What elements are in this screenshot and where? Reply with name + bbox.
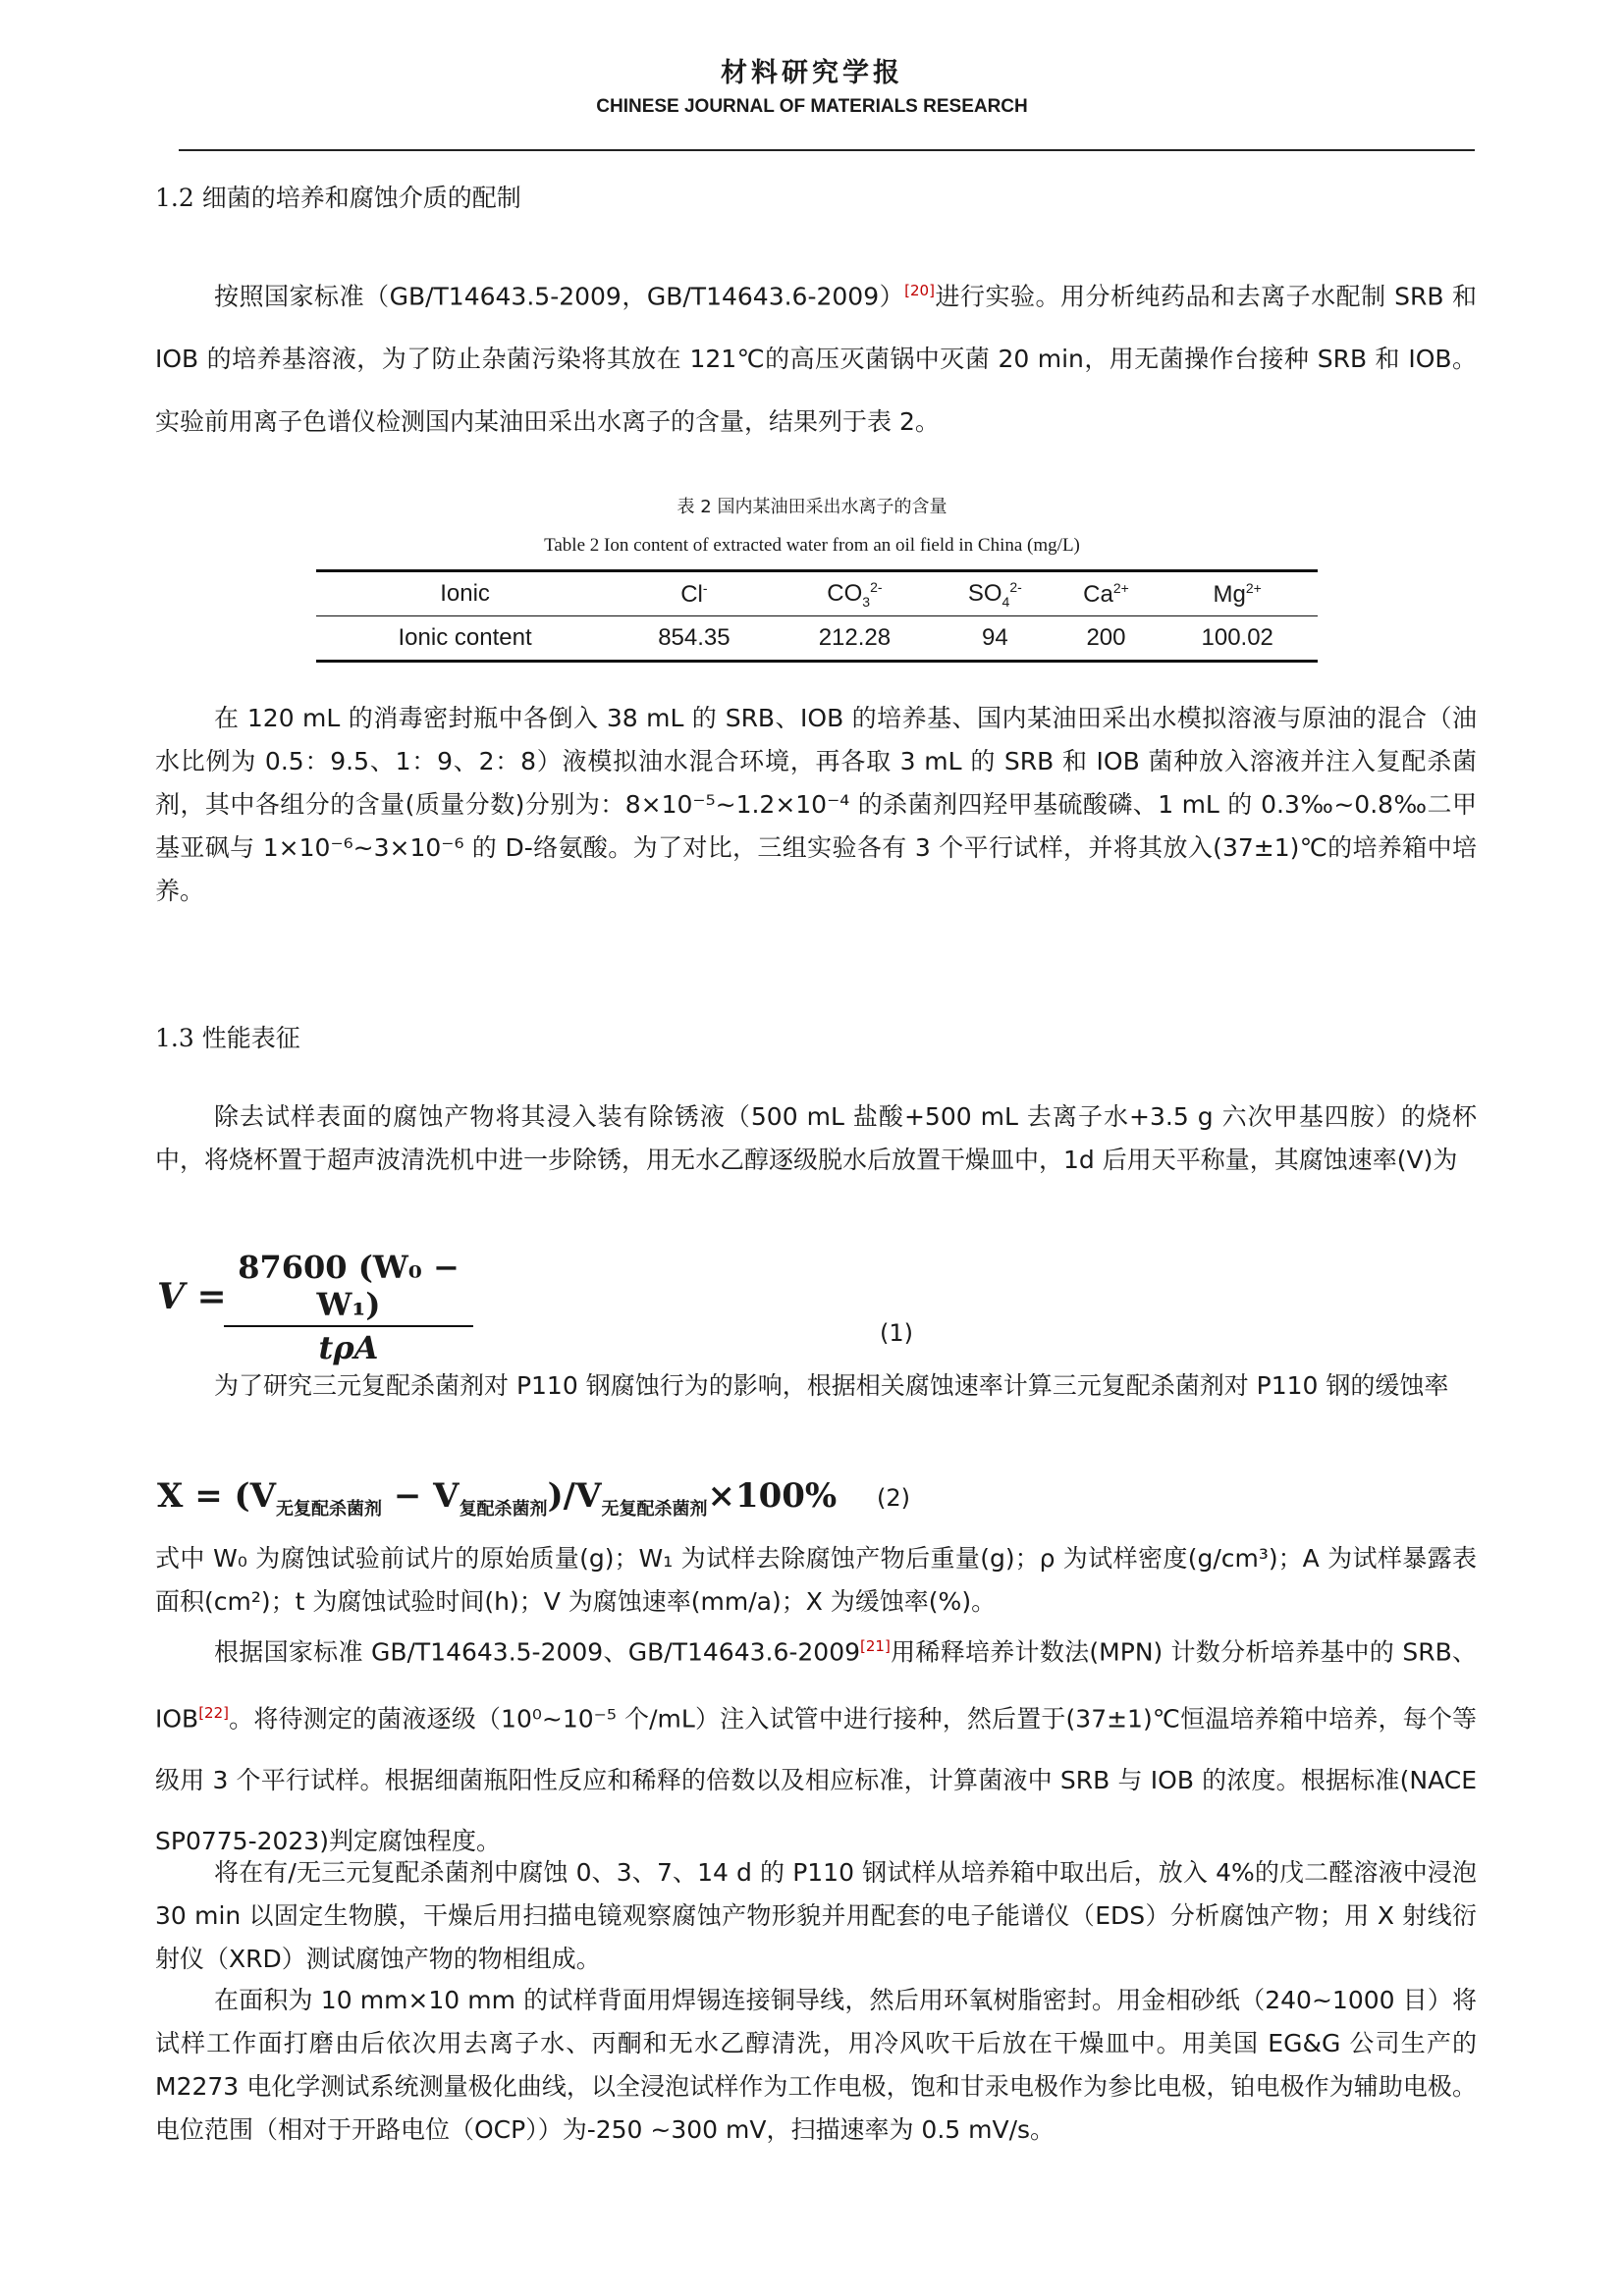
equation-1-numerator: 87600 (W₀ − W₁)	[224, 1249, 473, 1327]
ion-content-table	[316, 569, 1318, 663]
paragraph-symbols: 式中 W₀ 为腐蚀试验前试片的原始质量(g)；W₁ 为试样去除腐蚀产物后重量(g)；ρ 为试样密度(g/cm³)；A 为试样暴露表面积(cm²)；t 为腐蚀试验时间(h)；V 为腐蚀速率(mm/a)；X 为缓蚀率(%)。	[155, 1544, 1477, 1616]
paragraph-sem: 将在有/无三元复配杀菌剂中腐蚀 0、3、7、14 d 的 P110 钢试样从培养箱中取出后，放入 4%的戊二醛溶液中浸泡 30 min 以固定生物膜，干燥后用扫描电镜观察腐蚀产物形貌并用配套的电子能谱仪（EDS）分析腐蚀产物；用 X 射线衍射仪（XRD）测试腐蚀产物的物相组成。	[155, 1858, 1477, 1973]
section-heading-1-2: 1.2 细菌的培养和腐蚀介质的配制	[155, 184, 521, 212]
table-row	[316, 616, 1318, 662]
table-header-ionic: Ionic	[440, 580, 490, 607]
paragraph-culture	[155, 259, 1477, 454]
equation-1-lhs: V =	[157, 1276, 227, 1317]
section-heading-1-3: 1.3 性能表征	[155, 1024, 300, 1052]
paragraph-corrosion-rate: 除去试样表面的腐蚀产物将其浸入装有除锈液（500 mL 盐酸+500 mL 去离子水+3.5 g 六次甲基四胺）的烧杯中，将烧杯置于超声波清洗机中进一步除锈，用无水乙醇逐级脱水后放置干燥皿中，1d 后用天平称量，其腐蚀速率(V)为	[155, 1102, 1477, 1174]
equation-1-denominator: tρA	[318, 1329, 379, 1366]
table-cell-value: 100.02	[1201, 624, 1273, 651]
table-cell-value: 200	[1086, 624, 1126, 651]
table-header-row	[316, 571, 1318, 616]
table-caption-cn: 表 2 国内某油田采出水离子的含量	[677, 497, 947, 517]
table-header-ion: $CO_3^{2-}$	[827, 578, 883, 610]
citation-22[interactable]: [22]	[198, 1704, 229, 1723]
table-cell-value: 854.35	[658, 624, 731, 651]
equation-1-number: (1)	[880, 1319, 913, 1347]
equation-2-number: (2)	[877, 1484, 910, 1512]
citation-20[interactable]: [20]	[904, 282, 935, 299]
paragraph-culture-text-b: 进行实验。用分析纯药品和去离子水配制 SRB 和 IOB 的培养基溶液，为了防止杂菌污染将其放在 121℃的高压灭菌锅中灭菌 20 min，用无菌操作台接种 SRB 和 IOB。实验前用离子色谱仪检测国内某油田采出水离子的含量，结果列于表 2。	[155, 282, 1477, 437]
journal-title-en: CHINESE JOURNAL OF MATERIALS RESEARCH	[596, 96, 1028, 117]
equation-1-fraction	[224, 1249, 473, 1366]
header-divider	[179, 149, 1475, 151]
table-header-ion: $SO_4^{2-}$	[967, 578, 1022, 610]
paragraph-culture-text-a: 按照国家标准（GB/T14643.5-2009，GB/T14643.6-2009）	[214, 282, 905, 311]
citation-21[interactable]: [21]	[860, 1637, 891, 1655]
table-row-label: Ionic content	[398, 624, 532, 651]
paragraph-electrochemical: 在面积为 10 mm×10 mm 的试样背面用焊锡连接铜导线，然后用环氧树脂密封。用金相砂纸（240~1000 目）将试样工作面打磨由后依次用去离子水、丙酮和无水乙醇清洗，用冷风吹干后放在干燥皿中。用美国 EG&G 公司生产的 M2273 电化学测试系统测量极化曲线，以全浸泡试样作为工作电极，饱和甘汞电极作为参比电极，铂电极作为辅助电极。电位范围（相对于开路电位（OCP））为-250 ~300 mV，扫描速率为 0.5 mV/s。	[155, 1986, 1477, 2144]
paragraph-inhibition: 为了研究三元复配杀菌剂对 P110 钢腐蚀行为的影响，根据相关腐蚀速率计算三元复配杀菌剂对 P110 钢的缓蚀率	[214, 1371, 1449, 1400]
table-cell-value: 94	[981, 624, 1008, 651]
table-header-ion: $Ca^{2+}$	[1083, 579, 1129, 608]
equation-2: $X = (V_{无复配杀菌剂} - V_{复配杀菌剂})/V_{无复配杀菌剂}\times 100\%$	[157, 1476, 838, 1520]
journal-title-cn: 材料研究学报	[721, 58, 903, 88]
table-header-ion: Cl-	[680, 579, 708, 608]
table-header-ion: $Mg^{2+}$	[1213, 579, 1262, 608]
table-caption-en: Table 2 Ion content of extracted water from an oil field in China (mg/L)	[544, 535, 1080, 556]
table-cell-value: 212.28	[818, 624, 892, 651]
paragraph-mpn: 根据国家标准 GB/T14643.5-2009、GB/T14643.6-2009[21]用稀释培养计数法(MPN) 计数分析培养基中的 SRB、IOB[22]。将待测定的菌液逐级（10⁰~10⁻⁵ 个/mL）注入试管中进行接种，然后置于(37±1)℃恒温培养箱中培养，每个等级用 3 个平行试样。根据细菌瓶阳性反应和稀释的倍数以及相应标准，计算菌液中 SRB 与 IOB 的浓度。根据标准(NACE SP0775-2023)判定腐蚀程度。	[155, 1637, 1478, 1855]
paragraph-experiment: 在 120 mL 的消毒密封瓶中各倒入 38 mL 的 SRB、IOB 的培养基、国内某油田采出水模拟溶液与原油的混合（油水比例为 0.5：9.5、1：9、2：8）液模拟油水混合环境，再各取 3 mL 的 SRB 和 IOB 菌种放入溶液并注入复配杀菌剂，其中各组分的含量(质量分数)分别为：8×10⁻⁵~1.2×10⁻⁴ 的杀菌剂四羟甲基硫酸磷、1 mL 的 0.3‰~0.8‰二甲基亚砜与 1×10⁻⁶~3×10⁻⁶ 的 D-络氨酸。为了对比，三组实验各有 3 个平行试样，并将其放入(37±1)℃的培养箱中培养。	[155, 704, 1477, 905]
